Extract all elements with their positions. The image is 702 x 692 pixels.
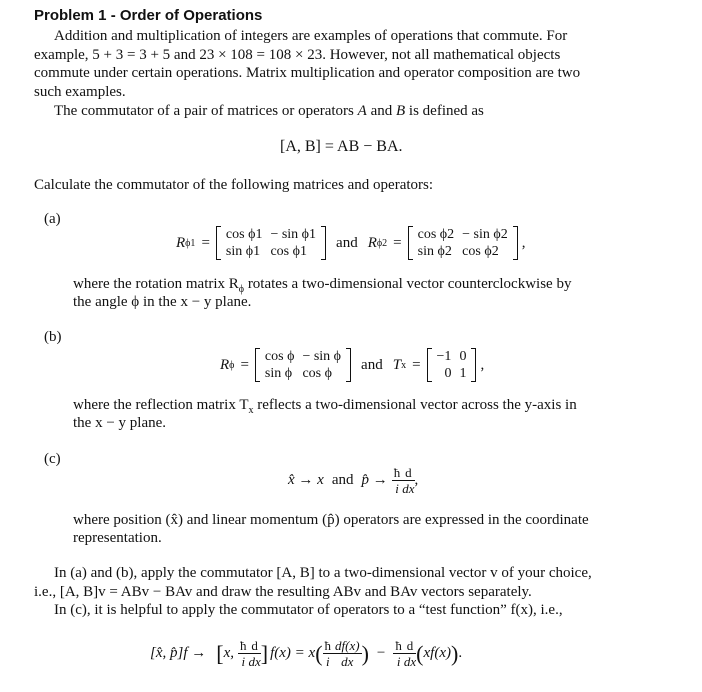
part-a-matrix-1: cos ϕ1 − sin ϕ1 sin ϕ1 cos ϕ1 <box>216 226 326 260</box>
final-minus: − <box>376 645 386 661</box>
closing-line-1: In (a) and (b), apply the commutator [A, B] to a two-dimensional vector v of your choice, <box>54 565 592 581</box>
part-a-r2-sub: ϕ2 <box>376 237 388 249</box>
closing-paragraph <box>34 564 658 620</box>
part-c-hbar-frac: $\frac{ħ}{i}$ <box>393 465 401 496</box>
closing-line-3: In (c), it is helpful to apply the commutator of operators to a “test function” f(x), i.e., <box>54 602 563 618</box>
final-bracket-x: x, <box>223 645 234 661</box>
part-a-r2: R <box>367 234 377 251</box>
part-b-r-sub: ϕ <box>229 359 235 371</box>
part-a-r1: R <box>176 234 186 251</box>
intro-line-3: commute under certain operations. Matrix multiplication and operator composition are two <box>34 65 581 81</box>
part-c-x-map: x̂ → x <box>288 472 324 488</box>
part-a-desc-2: the angle ϕ in the x − y plane. <box>73 294 252 310</box>
final-lhs: [x̂, p̂]f → <box>150 645 207 661</box>
part-c-and: and <box>331 472 354 488</box>
definition-text: The commutator of a pair of matrices or operators <box>54 103 354 119</box>
commutator-equation: [A, B] = AB − BA. <box>280 138 403 155</box>
problem-title: Problem 1 - Order of Operations <box>34 7 263 24</box>
calculate-instruction: Calculate the commutator of the following matrices and operators: <box>34 177 434 193</box>
part-c-label: (c) <box>44 451 61 467</box>
part-a-r1-sub: ϕ1 <box>185 237 196 249</box>
part-c-desc-2: representation. <box>73 530 162 546</box>
definition-b: B <box>395 103 406 119</box>
intro-line-4: such examples. <box>34 83 126 100</box>
intro-line-1: Addition and multiplication of integers are examples of operations that commute. For <box>54 28 568 44</box>
part-b-desc-2: the x − y plane. <box>73 415 167 431</box>
part-b-matrix-1: cos ϕ − sin ϕ sin ϕ cos ϕ <box>255 348 351 382</box>
part-a-matrix-2: cos ϕ2 − sin ϕ2 sin ϕ2 cos ϕ2 <box>408 226 518 260</box>
part-b-r: R <box>220 356 230 373</box>
part-c-p-map: p̂ → <box>361 472 388 488</box>
part-a-equation: R ϕ1 = cos ϕ1 − sin ϕ1 sin ϕ1 cos ϕ1 and R ϕ2 = cos ϕ2 − sin ϕ2 sin ϕ2 cos ϕ2 , <box>176 227 526 259</box>
final-fx: f(x) = x <box>270 645 316 661</box>
part-b-t-sub: x <box>401 359 407 371</box>
part-b-label: (b) <box>44 329 62 345</box>
part-b-and: and <box>361 356 383 373</box>
definition-a: A <box>357 103 367 119</box>
definition-line <box>54 102 484 121</box>
part-a-desc-1: where the rotation matrix $R_\phi$ rotates a two-dimensional vector counterclockwise by <box>73 276 572 295</box>
part-b-matrix-2: −1 0 0 1 <box>427 348 477 382</box>
part-a-and: and <box>336 234 358 251</box>
final-xfx: xf(x) <box>423 645 451 661</box>
part-c-desc-1: where position (x̂) and linear momentum (p̂) operators are expressed in the coordinate <box>73 512 589 528</box>
part-c-equation: x̂ → x and p̂ → $\frac{ħ}{i}$ $\frac{d}{dx}$ , <box>288 465 419 496</box>
part-a-label: (a) <box>44 211 61 227</box>
definition-and: and <box>370 103 393 119</box>
intro-paragraph <box>34 27 658 101</box>
part-c-d-frac: $\frac{d}{dx}$ <box>402 465 415 496</box>
final-equation: [x̂, p̂]f → [ x, $\frac{ħ}{i}$ $\frac{d}{dx}$ ] f(x) = x ( $\frac{ħ}{i}$ $\frac{df(x)}{dx}$ ) − $\frac{ħ}{i}$ $\frac{d}{dx}$ ( xf(x) ) . <box>150 638 463 669</box>
part-b-equation: R ϕ = cos ϕ − sin ϕ sin ϕ cos ϕ and T x = −1 0 0 1 , <box>220 349 485 381</box>
definition-end: is defined as <box>408 103 484 119</box>
intro-line-2: example, 5 + 3 = 3 + 5 and 23 × 108 = 108 × 23. However, not all mathematical objects <box>34 46 561 63</box>
part-b-desc-1: where the reflection matrix $T_x$ reflects a two-dimensional vector across the y-axis in <box>73 397 577 416</box>
closing-line-2: i.e., [A, B]v = ABv − BAv and draw the resulting ABv and BAv vectors separately. <box>34 583 532 600</box>
part-b-t: T <box>392 356 402 373</box>
